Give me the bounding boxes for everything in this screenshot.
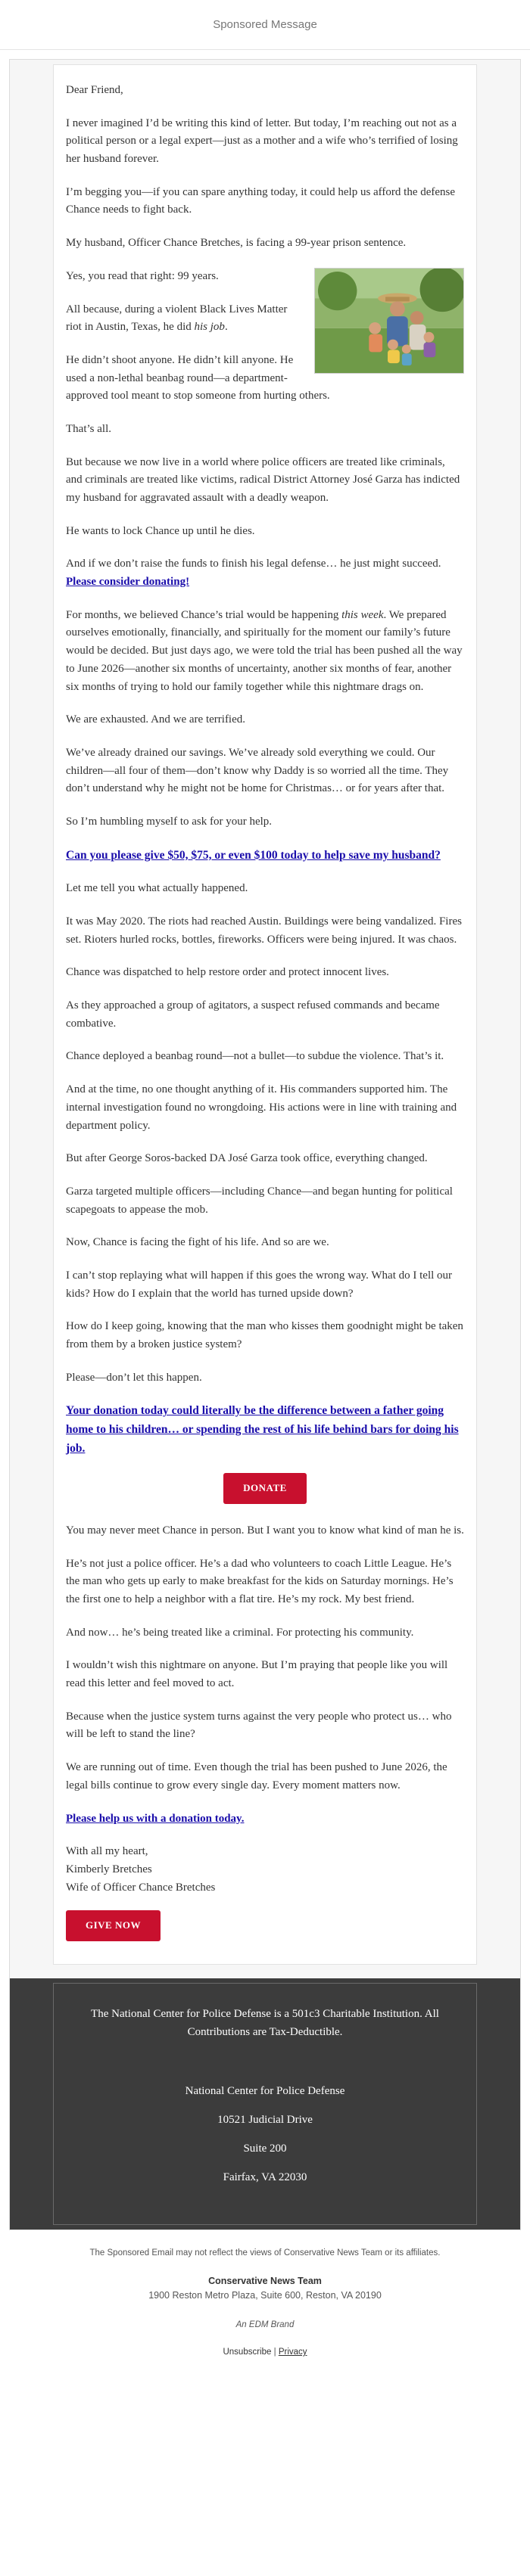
donation-amount-link[interactable]: Can you please give $50, $75, or even $100 today to help save my husband? [66, 848, 441, 862]
paragraph: Chance deployed a beanbag round—not a bullet—to subdue the violence. That’s it. [66, 1050, 444, 1063]
paragraph: How do I keep going, knowing that the man who kisses them goodnight might be taken from them by a broken justice system? [66, 1320, 463, 1350]
email-frame [9, 59, 521, 2230]
footer-dark [10, 1978, 520, 2230]
donate-button[interactable]: DONATE [223, 1473, 307, 1504]
footer-links [8, 2346, 522, 2359]
give-button-wrap [66, 1910, 464, 1941]
sender-address: 1900 Reston Metro Plaza, Suite 600, Reston, VA 20190 [148, 2289, 382, 2301]
footer-inner [53, 1983, 477, 2225]
paragraph: I wouldn’t wish this nightmare on anyone. But I’m praying that people like you will read this letter and feel moved to act. [66, 1659, 448, 1690]
nonprofit-statement: The National Center for Police Defense is a 501c3 Charitable Institution. All Contributions are Tax-Deductible. [91, 2007, 439, 2038]
help-donation-link[interactable]: Please help us with a donation today. [66, 1812, 245, 1825]
unsubscribe-link[interactable]: Unsubscribe [223, 2348, 272, 2357]
paragraph: And if we don’t raise the funds to finish his legal defense… he just might succeed. Please consider donating! [66, 558, 441, 589]
paragraph: My husband, Officer Chance Bretches, is facing a 99-year prison sentence. [66, 237, 407, 250]
paragraph: And now… he’s being treated like a criminal. For protecting his community. [66, 1626, 414, 1639]
paragraph: Chance was dispatched to help restore order and protect innocent lives. [66, 966, 389, 979]
footer-city: Fairfax, VA 22030 [223, 2170, 307, 2183]
paragraph: All because, during a violent Black Lives Matter riot in Austin, Texas, he did his job. [66, 303, 288, 334]
sender-name: Conservative News Team [208, 2276, 322, 2287]
paragraph [66, 1810, 464, 1829]
paragraph: I can’t stop replaying what will happen if this goes the wrong way. What do I tell our kids? How do I explain that the world has turned upside down? [66, 1269, 453, 1300]
family-photo-image [315, 269, 463, 373]
donate-button-wrap [66, 1473, 464, 1504]
signature [66, 1843, 464, 1897]
paragraph: Now, Chance is facing the fight of his life. And so are we. [66, 1236, 329, 1249]
paragraph: He didn’t shoot anyone. He didn’t kill anyone. He used a non-lethal beanbag round—a department-approved tool meant to stop someone from hurting others. [66, 353, 330, 402]
footer-suite: Suite 200 [243, 2142, 287, 2155]
paragraph: Garza targeted multiple officers—including Chance—and began hunting for political scapegoats to appease the mob. [66, 1185, 453, 1216]
paragraph: We are exhausted. And we are terrified. [66, 713, 246, 726]
paragraph: We are running out of time. Even though the trial has been pushed to June 2026, the legal bills continue to grow every single day. Every moment matters now. [66, 1761, 447, 1791]
footer-street: 10521 Judicial Drive [217, 2113, 313, 2126]
paragraph: I never imagined I’d be writing this kind of letter. But today, I’m reaching out not as a political person or a legal expert—just as a mother and a wife who’s terrified of losing her husband forever. [66, 117, 458, 166]
family-photo [314, 268, 464, 374]
sponsored-banner: Sponsored Message [0, 0, 530, 50]
signoff: With all my heart, [66, 1845, 148, 1858]
give-now-button[interactable]: GIVE NOW [66, 1910, 161, 1941]
signer-title: Wife of Officer Chance Bretches [66, 1881, 216, 1894]
paragraph: Because when the justice system turns against the very people who protect us… who will be left to stand the line? [66, 1710, 452, 1741]
paragraph: And at the time, no one thought anything of it. His commanders supported him. The internal investigation found no wrongdoing. His actions were in line with training and department policy. [66, 1083, 457, 1132]
paragraph [66, 847, 464, 865]
letter-body [53, 64, 477, 1965]
paragraph: But because we now live in a world where police officers are treated like criminals, and criminals are treated like victims, radical District Attorney José Garza has indicted my husband for aggravated assault with a deadly weapon. [66, 455, 460, 504]
paragraph: So I’m humbling myself to ask for your help. [66, 815, 273, 828]
paragraph: We’ve already drained our savings. We’ve already sold everything we could. Our children—all four of them—don’t know why Daddy is so worried all the time. They don’t understand why he might not be home for Christmas… or for years after that. [66, 746, 449, 795]
paragraph: He’s not just a police officer. He’s a dad who volunteers to coach Little League. He’s the man who gets up early to make breakfast for the kids on Saturday mornings. He’s the first one to help a neighbor with a flat tire. He’s my rock. My best friend. [66, 1557, 454, 1606]
paragraph [66, 1402, 464, 1458]
paragraph: It was May 2020. The riots had reached Austin. Buildings were being vandalized. Fires set. Rioters hurled rocks, bottles, fireworks. Officers were being injured. It was chaos. [66, 915, 462, 946]
privacy-link[interactable]: Privacy [278, 2348, 307, 2357]
footer-org-name: National Center for Police Defense [185, 2084, 345, 2097]
footer-address [69, 2082, 461, 2186]
paragraph: For months, we believed Chance’s trial would be happening this week. We prepared ourselves emotionally, financially, and spiritually for the moment our family’s future would be decided. But just days ago, we were told the trial has been pushed all the way to June 2026—another six months of uncertainty, another six months of fear, another six months of trying to hold our family together while this nightmare drags on. [66, 608, 463, 693]
paragraph: As they approached a group of agitators, a suspect refused commands and became combative. [66, 999, 440, 1030]
paragraph: But after George Soros-backed DA José Garza took office, everything changed. [66, 1152, 428, 1165]
brand-line: An EDM Brand [235, 2320, 295, 2329]
paragraph: That’s all. [66, 422, 111, 435]
bottom-footer [0, 2230, 530, 2369]
paragraph: You may never meet Chance in person. But I want you to know what kind of man he is. [66, 1524, 464, 1537]
donation-difference-link[interactable]: Your donation today could literally be the difference between a father going home to his children… or spending the rest of his life behind bars for doing his job. [66, 1404, 459, 1455]
link-separator: | [273, 2348, 276, 2357]
paragraph: I’m begging you—if you can spare anything today, it could help us afford the defense Chance needs to fight back. [66, 185, 456, 216]
donate-link[interactable]: Please consider donating! [66, 576, 190, 589]
paragraph: Yes, you read that right: 99 years. [66, 269, 219, 282]
photo-block [66, 268, 464, 421]
greeting: Dear Friend, [66, 84, 123, 96]
signer-name: Kimberly Bretches [66, 1863, 152, 1875]
paragraph: Let me tell you what actually happened. [66, 882, 248, 895]
paragraph: He wants to lock Chance up until he dies. [66, 524, 255, 537]
disclaimer: The Sponsored Email may not reflect the views of Conservative News Team or its affiliates. [89, 2248, 441, 2257]
paragraph: Please—don’t let this happen. [66, 1371, 202, 1384]
